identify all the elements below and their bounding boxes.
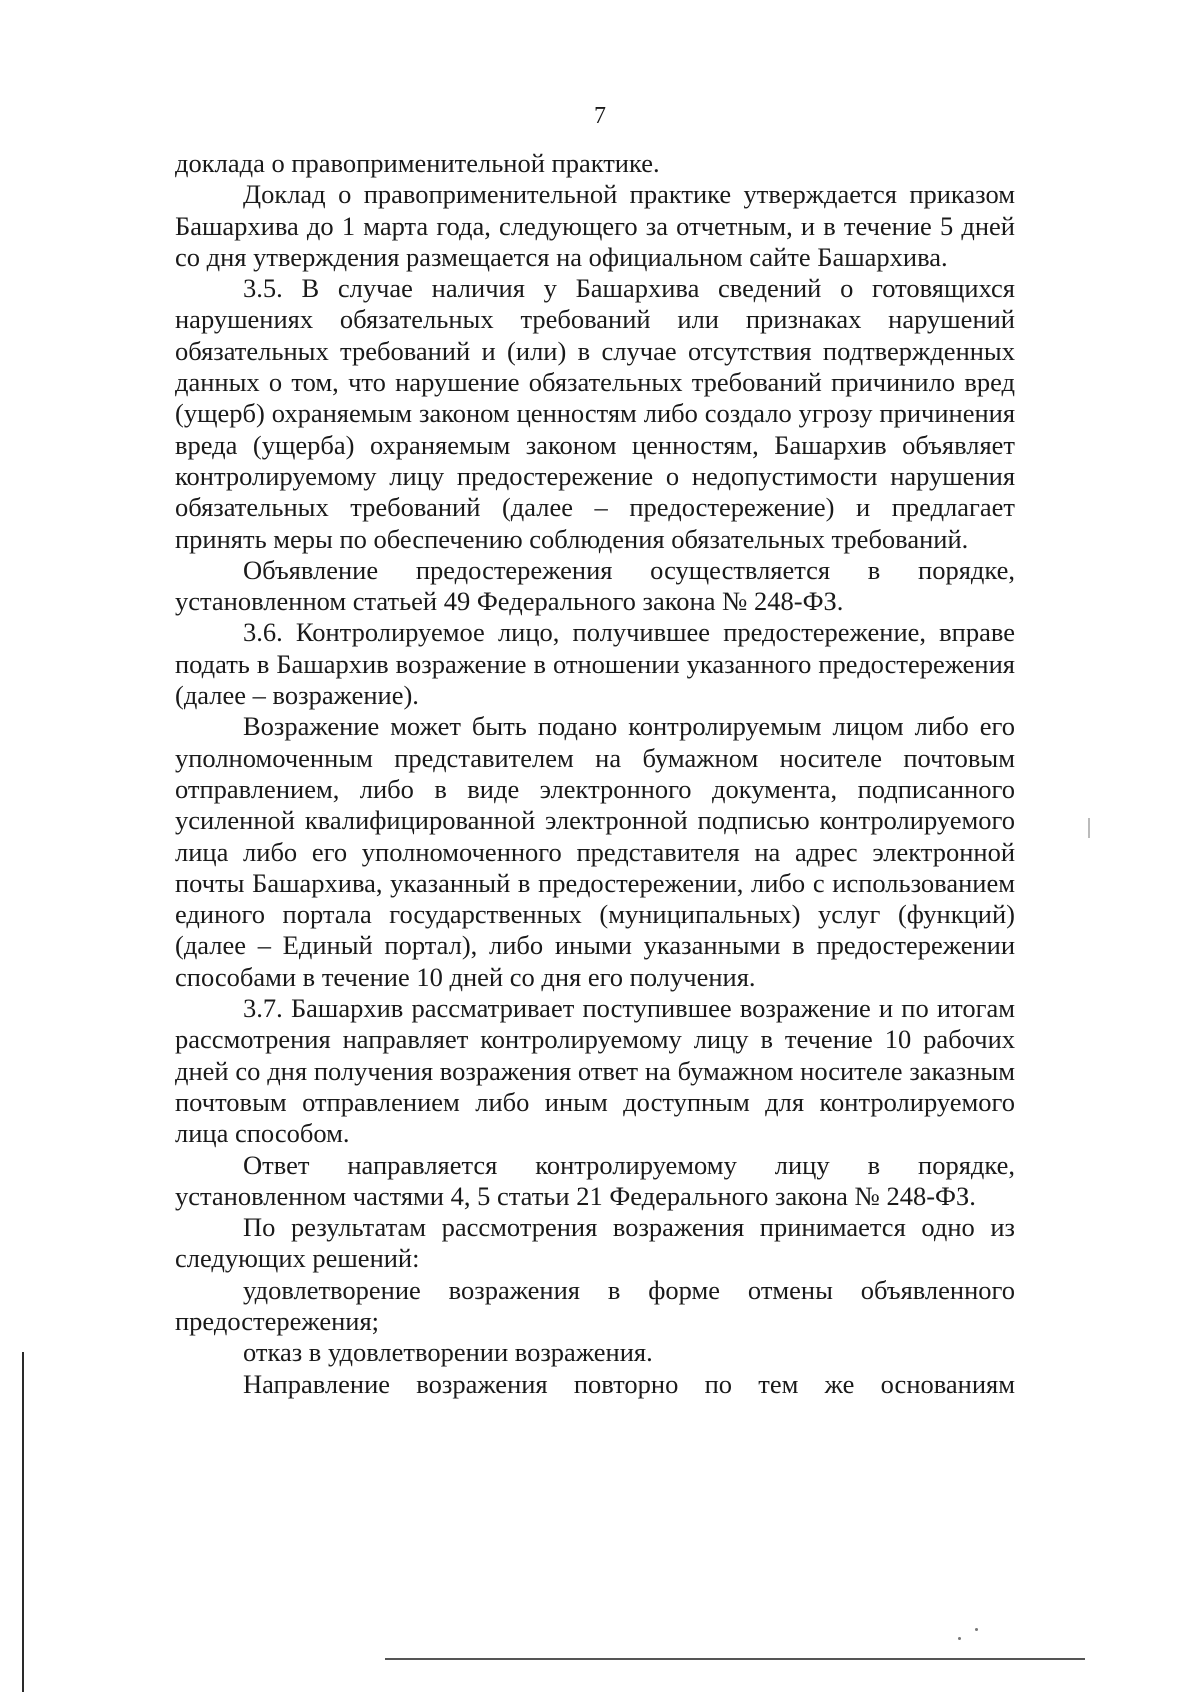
text-line: нарушения обязательных требований (далее – предостережение) bbox=[175, 460, 1016, 523]
text-line: нарушениях обязательных требований или признаках нарушений bbox=[175, 304, 1015, 335]
paragraph-decision-options bbox=[175, 1212, 1015, 1275]
paragraph-option-refuse bbox=[175, 1337, 1015, 1368]
text-line: отказ в удовлетворении возражения. bbox=[243, 1337, 653, 1368]
text-line: уполномоченным представителем на бумажном носителе почтовым bbox=[175, 742, 1015, 773]
text-line: Объявление предостережения осуществляется в порядке, bbox=[243, 554, 1015, 585]
text-line: 3.6. Контролируемое лицо, получившее предостережение, вправе bbox=[243, 617, 1015, 648]
text-line: дней со дня получения возражения ответ на бумажном носителе bbox=[175, 1055, 903, 1086]
text-line: установленном статьей 49 Федерального закона № 248-ФЗ. bbox=[175, 586, 844, 617]
paragraph-3-5 bbox=[175, 273, 1015, 555]
paragraph-3-7 bbox=[175, 993, 1015, 1149]
text-line: контролируемого лица либо его уполномоченного представителя на bbox=[175, 805, 1015, 867]
scan-speck bbox=[958, 1637, 961, 1640]
text-line: иными указанными в предостережении способами в течение 10 дней bbox=[175, 930, 1016, 992]
text-line: 3.7. Башархив рассматривает поступившее возражение и по итогам bbox=[243, 993, 1015, 1024]
scan-artifact-left-line bbox=[22, 1352, 24, 1692]
paragraph-answer-procedure bbox=[175, 1150, 1015, 1213]
text-line: заказным почтовым отправлением либо иным доступным для bbox=[175, 1055, 1016, 1117]
text-line: предостережения; bbox=[175, 1305, 379, 1336]
text-line: подать в Башархив возражение в отношении указанного bbox=[175, 648, 812, 679]
text-line: рассмотрения направляет контролируемому лицу в течение 10 рабочих bbox=[175, 1024, 1015, 1055]
text-line: со дня утверждения размещается на официальном сайте Башархива. bbox=[175, 241, 948, 272]
text-line: установленном частями 4, 5 статьи 21 Федерального закона № 248-ФЗ. bbox=[175, 1180, 976, 1211]
paragraph-objection-submission bbox=[175, 711, 1015, 993]
text-line: и предлагает принять меры по обеспечению соблюдения обязательных bbox=[175, 492, 1016, 554]
text-line: Доклад о правоприменительной практике утверждается приказом bbox=[243, 179, 1015, 210]
text-line: контролируемого лица способом. bbox=[175, 1086, 1015, 1149]
text-line: По результатам рассмотрения возражения принимается одно bbox=[243, 1212, 975, 1243]
text-line: Башархива до 1 марта года, следующего за отчетным, и в течение 5 дней bbox=[175, 210, 1015, 241]
text-line: адрес электронной почты Башархива, указанный в предостережении, bbox=[175, 836, 1015, 898]
text-line: отправлением, либо в виде электронного документа, подписанного bbox=[175, 773, 1015, 804]
text-line: удовлетворение возражения в форме отмены объявленного bbox=[243, 1274, 1015, 1305]
text-line: причинения вреда (ущерба) охраняемым законом ценностям, Башархив bbox=[175, 398, 1016, 460]
text-line: из следующих решений: bbox=[175, 1212, 1015, 1274]
paragraph-report-continuation bbox=[175, 148, 1015, 179]
scan-speck bbox=[1088, 818, 1090, 838]
paragraph-warning-announcement bbox=[175, 555, 1015, 618]
text-line: усиленной квалифицированной электронной подписью bbox=[175, 805, 810, 836]
text-line: предостережения (далее – возражение). bbox=[175, 648, 1015, 711]
text-line: обязательных требований и (или) в случае отсутствия подтвержденных bbox=[175, 335, 1015, 366]
paragraph-3-6 bbox=[175, 617, 1015, 711]
text-line: со дня его получения. bbox=[509, 961, 756, 992]
text-line: требований. bbox=[831, 523, 969, 554]
text-line: Возражение может быть подано контролируемым лицом либо его bbox=[243, 711, 1015, 742]
text-line: 3.5. В случае наличия у Башархива сведений о готовящихся bbox=[243, 273, 1015, 304]
paragraph-report-approval bbox=[175, 179, 1015, 273]
text-line: Направление возражения повторно по тем же основаниям bbox=[243, 1368, 1015, 1399]
text-line: объявляет контролируемому лицу предостережение о недопустимости bbox=[175, 429, 1016, 491]
text-line: Ответ направляется контролируемому лицу в порядке, bbox=[243, 1149, 1015, 1180]
text-line: (муниципальных) услуг (функций) (далее – Единый портал), либо bbox=[175, 899, 1015, 961]
page-number: 7 bbox=[594, 103, 606, 129]
text-line: либо с использованием единого портала государственных bbox=[175, 867, 1015, 930]
document-body bbox=[175, 148, 1015, 1400]
scan-artifact-bottom-line bbox=[385, 1658, 1085, 1660]
paragraph-option-satisfy bbox=[175, 1275, 1015, 1338]
text-line: (ущерб) охраняемым законом ценностям либо создало угрозу bbox=[175, 398, 873, 429]
paragraph-repeated-objection bbox=[175, 1369, 1015, 1400]
text-line: данных о том, что нарушение обязательных требований причинило вред bbox=[175, 367, 1015, 398]
text-line: доклада о правоприменительной практике. bbox=[175, 148, 660, 178]
scan-speck bbox=[975, 1628, 978, 1631]
